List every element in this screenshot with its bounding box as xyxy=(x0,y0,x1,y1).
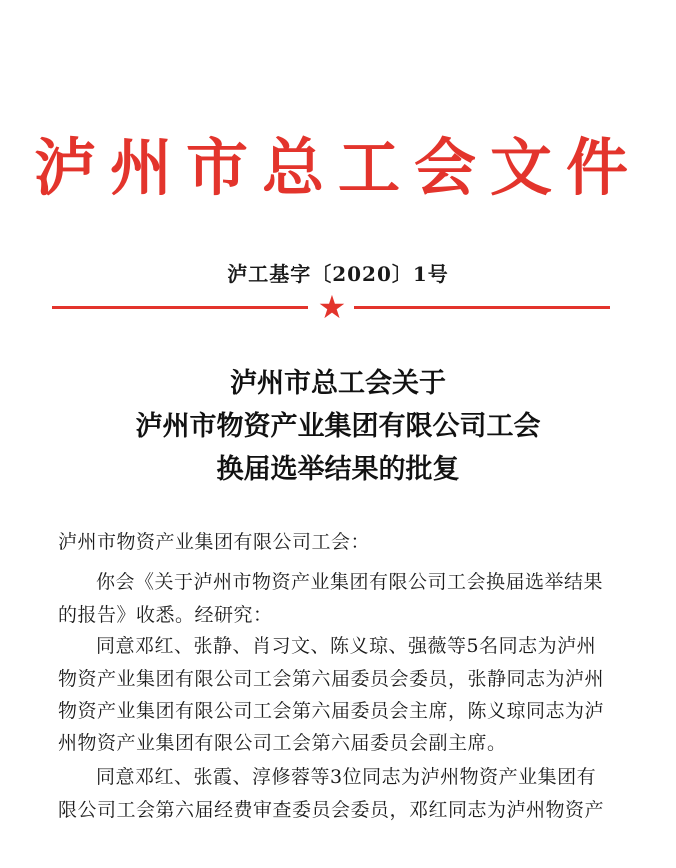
body-line-4: 物资产业集团有限公司工会第六届委员会委员，张静同志为泸州 xyxy=(58,668,605,690)
star-icon: ★ xyxy=(317,288,347,326)
body-line-7: 同意邓红、张霞、淳修蓉等3位同志为泸州物资产业集团有 xyxy=(96,766,597,788)
red-rule-right xyxy=(354,306,610,309)
body-line-5: 物资产业集团有限公司工会第六届委员会主席，陈义琼同志为泸 xyxy=(58,700,605,722)
masthead-title: 泸州市总工会文件 xyxy=(33,131,642,204)
body-line-2: 的报告》收悉。经研究： xyxy=(58,604,273,626)
body-line-1: 你会《关于泸州市物资产业集团有限公司工会换届选举结果 xyxy=(96,571,604,593)
red-rule-left xyxy=(52,306,308,309)
body-line-6: 州物资产业集团有限公司工会第六届委员会副主席。 xyxy=(58,732,507,754)
document-number: 泸工基字〔2020〕1号 xyxy=(227,262,449,286)
body-line-8: 限公司工会第六届经费审查委员会委员，邓红同志为泸州物资产 xyxy=(58,799,605,821)
body-line-3: 同意邓红、张静、肖习文、陈义琼、强薇等5名同志为泸州 xyxy=(96,635,597,657)
doc-title-line-1: 泸州市总工会关于 xyxy=(230,368,446,399)
doc-title-line-3: 换届选举结果的批复 xyxy=(216,454,460,485)
addressee: 泸州市物资产业集团有限公司工会： xyxy=(58,531,371,553)
doc-title-line-2: 泸州市物资产业集团有限公司工会 xyxy=(135,411,541,442)
